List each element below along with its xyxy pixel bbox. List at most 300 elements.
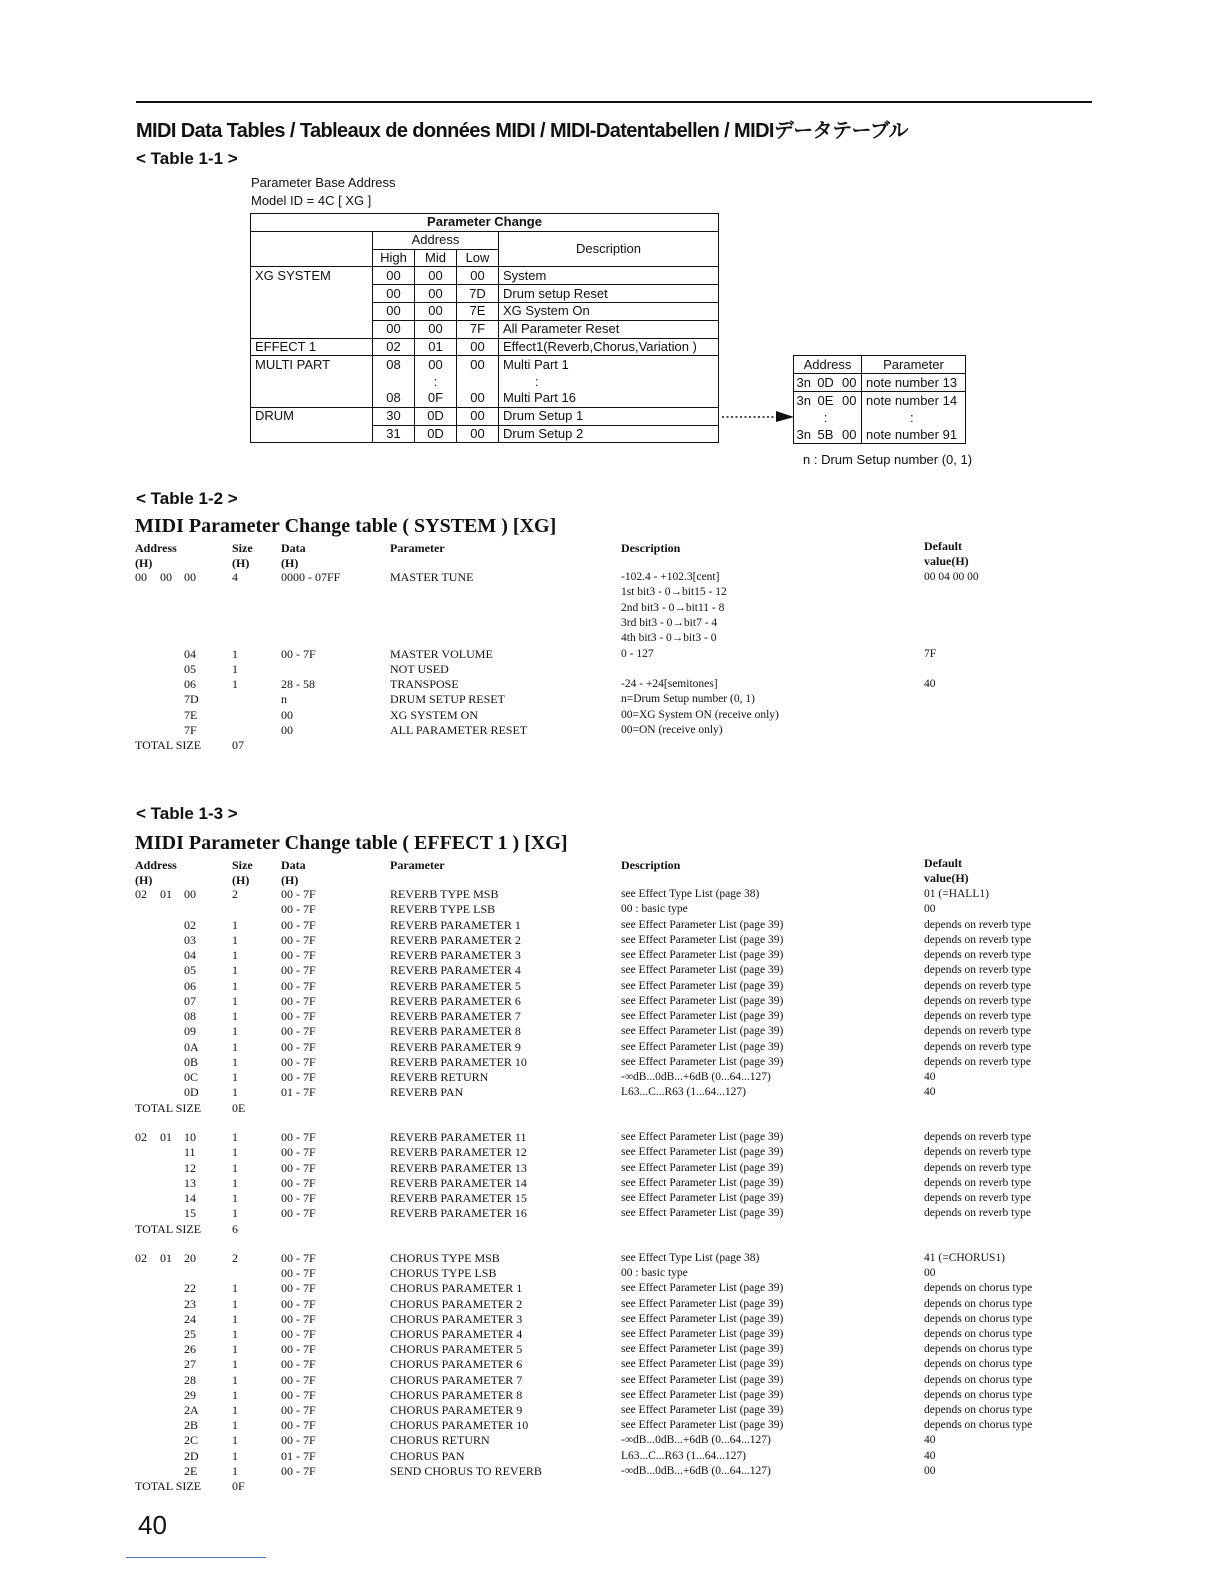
size-cell: 1 [232, 978, 238, 993]
header-size: Size [232, 858, 253, 872]
group-cell [251, 390, 373, 407]
description-cell: 0 - 127 [621, 647, 654, 660]
high-cell: 08 [373, 356, 415, 373]
data-cell: 00 - 7F [281, 1054, 316, 1069]
table-row [251, 373, 719, 390]
data-cell: 00 - 7F [281, 1296, 316, 1311]
high-cell: 08 [373, 390, 415, 407]
parameter-cell: CHORUS PARAMETER 4 [390, 1327, 523, 1341]
parameter-cell: CHORUS RETURN [390, 1433, 490, 1448]
data-cell: 00 - 7F [281, 1266, 316, 1281]
table-row [0, 1464, 1224, 1479]
low-cell: 00 [457, 267, 499, 285]
low-header: Low [457, 249, 499, 267]
table-row [0, 1085, 1224, 1100]
default-cell: depends on chorus type [924, 1373, 1033, 1386]
address-low-cell: 27 [184, 1357, 196, 1372]
size-cell: 1 [232, 963, 238, 978]
low-cell: 00 [457, 356, 499, 373]
table-row [0, 616, 1224, 631]
total-size-label: TOTAL SIZE [135, 1221, 202, 1236]
data-cell: 00 [281, 723, 293, 737]
drum-address-cell: 5B [814, 426, 838, 444]
size-cell: 1 [232, 1311, 238, 1326]
address-low-cell: 2D [184, 1448, 199, 1463]
parameter-cell: NOT USED [390, 661, 449, 676]
low-cell: 7F [457, 320, 499, 338]
header-size-unit: (H) [232, 873, 250, 887]
header-data-unit: (H) [281, 556, 299, 570]
default-cell: 40 [924, 1086, 936, 1099]
table-row [0, 1206, 1224, 1221]
size-cell: 1 [232, 1160, 238, 1175]
size-cell: 1 [232, 646, 238, 661]
drum-parameter-cell: : [862, 409, 966, 426]
default-cell: depends on chorus type [924, 1388, 1033, 1401]
default-cell: 01 (=HALL1) [924, 888, 989, 900]
data-cell: 00 - 7F [281, 993, 316, 1008]
table-row [0, 902, 1224, 917]
size-cell: 1 [232, 1327, 238, 1341]
group-cell [251, 425, 373, 443]
table-row [0, 1024, 1224, 1039]
drum-address-cell: 3n [794, 374, 814, 392]
mid-cell: 0D [415, 425, 457, 443]
data-cell: 00 - 7F [281, 1433, 316, 1448]
description-cell: n=Drum Setup number (0, 1) [621, 693, 755, 706]
data-cell: 00 - 7F [281, 1463, 316, 1478]
total-size-label: TOTAL SIZE [135, 1100, 202, 1115]
description-cell: Multi Part 16 [499, 390, 719, 407]
data-cell: 00 - 7F [281, 1372, 316, 1387]
description-cell: Multi Part 1 [499, 356, 719, 373]
high-cell [373, 373, 415, 390]
parameter-cell: CHORUS PAN [390, 1448, 465, 1463]
high-cell: 00 [373, 320, 415, 338]
description-cell: see Effect Parameter List (page 39) [621, 979, 784, 992]
parameter-cell: REVERB PAN [390, 1085, 464, 1100]
group-cell [251, 302, 373, 320]
default-cell: depends on reverb type [924, 918, 1031, 931]
table-row [0, 708, 1224, 723]
high-cell: 30 [373, 407, 415, 425]
size-cell: 1 [232, 1463, 238, 1478]
data-cell: 0000 - 07FF [281, 570, 341, 584]
parameter-cell: DRUM SETUP RESET [390, 692, 505, 707]
table-row [0, 570, 1224, 585]
address-low-cell: 08 [184, 1009, 196, 1023]
high-header: High [373, 249, 415, 267]
parameter-cell: REVERB PARAMETER 1 [390, 917, 521, 932]
address-low-cell: 7F [184, 723, 197, 737]
description-cell: see Effect Parameter List (page 39) [621, 1358, 784, 1371]
drum-address-cell: 00 [838, 374, 862, 392]
default-cell: 00 [924, 1464, 936, 1477]
parameter-change-table [250, 213, 719, 443]
description-cell: see Effect Parameter List (page 39) [621, 949, 784, 961]
default-cell: 41 (=CHORUS1) [924, 1252, 1005, 1264]
mid-cell: 00 [415, 356, 457, 373]
table-1-2-label: < Table 1-2 > [136, 489, 238, 508]
size-cell: 1 [232, 948, 238, 962]
data-cell: 00 - 7F [281, 1039, 316, 1054]
address-low-cell: 12 [184, 1160, 196, 1175]
description-cell: see Effect Parameter List (page 39) [621, 1419, 784, 1432]
address-low-cell: 23 [184, 1296, 196, 1311]
size-cell: 4 [232, 570, 238, 584]
address-header: Address [373, 231, 499, 249]
parameter-cell: CHORUS PARAMETER 7 [390, 1372, 523, 1387]
default-cell: depends on reverb type [924, 933, 1031, 946]
address-low-cell: 11 [184, 1145, 196, 1160]
table-row [0, 677, 1224, 692]
high-cell: 31 [373, 425, 415, 443]
default-cell: depends on chorus type [924, 1282, 1033, 1295]
table-row [0, 1145, 1224, 1160]
mid-cell: 0D [415, 407, 457, 425]
address-low-cell: 09 [184, 1024, 196, 1039]
address-low-cell: 7E [184, 707, 198, 722]
description-cell: see Effect Parameter List (page 39) [621, 1207, 784, 1220]
default-cell: depends on chorus type [924, 1312, 1033, 1325]
total-size-label: TOTAL SIZE [135, 1479, 202, 1493]
default-cell: 00 [924, 1267, 936, 1280]
table-row [0, 1373, 1224, 1388]
footer-line [126, 1557, 266, 1558]
address-mid-cell: 01 [160, 887, 172, 901]
header-data: Data [281, 858, 306, 872]
table-row [0, 1251, 1224, 1266]
description-cell: see Effect Parameter List (page 39) [621, 933, 784, 946]
default-cell: 40 [924, 1071, 936, 1083]
size-cell: 1 [232, 1448, 238, 1463]
parameter-cell: REVERB PARAMETER 2 [390, 932, 521, 947]
default-cell: depends on reverb type [924, 1207, 1031, 1220]
parameter-cell: CHORUS TYPE MSB [390, 1251, 500, 1265]
description-cell: 00=XG System ON (receive only) [621, 708, 779, 721]
size-cell: 1 [232, 1387, 238, 1402]
address-low-cell: 24 [184, 1311, 196, 1326]
total-size-label: TOTAL SIZE [135, 738, 202, 753]
description-cell: 00 : basic type [621, 1267, 688, 1280]
default-cell: depends on chorus type [924, 1343, 1033, 1356]
header-size-unit: (H) [232, 556, 250, 570]
drum-parameter-cell: note number 13 [862, 374, 966, 392]
table-row [251, 425, 719, 443]
default-cell: 00 [924, 903, 936, 916]
data-cell: 00 - 7F [281, 978, 316, 993]
parameter-cell: REVERB PARAMETER 16 [390, 1206, 527, 1221]
parameter-cell: REVERB RETURN [390, 1070, 489, 1084]
size-cell: 1 [232, 1433, 238, 1448]
description-cell: see Effect Type List (page 38) [621, 888, 760, 900]
table-row [0, 887, 1224, 902]
total-size-value: 0E [232, 1100, 246, 1115]
table-row [251, 338, 719, 356]
mid-header: Mid [415, 249, 457, 267]
table-row [0, 1266, 1224, 1281]
default-cell: depends on reverb type [924, 1131, 1031, 1143]
drum-address-cell: 00 [838, 392, 862, 410]
data-cell: 28 - 58 [281, 677, 315, 692]
table-row [0, 1357, 1224, 1372]
header-default: Default [924, 856, 962, 870]
top-rule [136, 101, 1092, 103]
description-cell: All Parameter Reset [499, 320, 719, 338]
table-row [0, 692, 1224, 707]
description-cell: see Effect Parameter List (page 39) [621, 1282, 784, 1295]
parameter-cell: CHORUS PARAMETER 1 [390, 1281, 523, 1296]
mid-cell: 00 [415, 320, 457, 338]
description-cell: see Effect Parameter List (page 39) [621, 918, 784, 931]
header-address: Address [135, 541, 177, 555]
header-address-unit: (H) [135, 556, 153, 570]
table-row [0, 1312, 1224, 1327]
table-row [0, 1055, 1224, 1070]
description-cell: 3rd bit3 - 0→bit7 - 4 [621, 616, 718, 629]
address-low-cell: 2C [184, 1433, 199, 1448]
header-default: Default [924, 539, 962, 553]
description-cell: L63...C...R63 (1...64...127) [621, 1449, 746, 1462]
table-row [0, 1009, 1224, 1024]
description-cell: -24 - +24[semitones] [621, 678, 718, 691]
size-cell: 1 [232, 1191, 238, 1205]
size-cell: 1 [232, 1342, 238, 1357]
table-row [0, 585, 1224, 600]
header-description: Description [621, 858, 681, 872]
drum-setup-note: n : Drum Setup number (0, 1) [803, 452, 973, 467]
data-cell: 00 - 7F [281, 1387, 316, 1402]
arrow-icon [722, 408, 794, 424]
data-cell: 00 - 7F [281, 887, 316, 901]
size-cell: 1 [232, 932, 238, 947]
parameter-cell: CHORUS PARAMETER 8 [390, 1387, 523, 1402]
table-row [0, 1433, 1224, 1448]
parameter-cell: CHORUS PARAMETER 3 [390, 1311, 523, 1326]
table-row [0, 1176, 1224, 1191]
group-cell: MULTI PART [251, 356, 373, 373]
table-row [0, 979, 1224, 994]
parameter-cell: REVERB PARAMETER 9 [390, 1039, 521, 1054]
size-cell: 1 [232, 1039, 238, 1054]
table-row [251, 285, 719, 303]
address-low-cell: 04 [184, 646, 196, 661]
default-cell: 40 [924, 1449, 936, 1462]
drum-parameter-cell: note number 91 [862, 426, 966, 444]
parameter-cell: CHORUS PARAMETER 6 [390, 1357, 523, 1372]
header-default-unit: value(H) [924, 871, 969, 885]
header-data-unit: (H) [281, 873, 299, 887]
size-cell: 1 [232, 1085, 238, 1100]
parameter-cell: CHORUS PARAMETER 10 [390, 1418, 529, 1433]
address-mid-cell: 01 [160, 1130, 172, 1144]
group-cell: DRUM [251, 407, 373, 425]
default-cell: depends on reverb type [924, 1025, 1031, 1038]
description-cell: see Effect Parameter List (page 39) [621, 1343, 784, 1356]
address-low-cell: 28 [184, 1372, 196, 1387]
size-cell: 1 [232, 1357, 238, 1372]
address-low-cell: 02 [184, 917, 196, 932]
table-row [0, 1070, 1224, 1085]
data-cell: 00 - 7F [281, 1175, 316, 1190]
size-cell: 2 [232, 887, 238, 901]
data-cell: 00 - 7F [281, 963, 316, 978]
default-cell: depends on chorus type [924, 1328, 1033, 1340]
parameter-cell: REVERB PARAMETER 7 [390, 1009, 521, 1023]
table-row [0, 1161, 1224, 1176]
table-row [0, 963, 1224, 978]
default-cell: 40 [924, 678, 936, 691]
mid-cell: 00 [415, 285, 457, 303]
table-row [0, 662, 1224, 677]
table-row [251, 302, 719, 320]
mid-cell: 00 [415, 302, 457, 320]
address-low-cell: 00 [184, 887, 196, 901]
size-cell: 1 [232, 993, 238, 1008]
description-cell: 2nd bit3 - 0→bit11 - 8 [621, 601, 725, 614]
address-low-cell: 06 [184, 677, 196, 692]
table-row [0, 1327, 1224, 1342]
address-low-cell: 0C [184, 1070, 199, 1084]
default-cell: depends on reverb type [924, 979, 1031, 992]
parameter-cell: MASTER VOLUME [390, 646, 493, 661]
parameter-cell: REVERB PARAMETER 14 [390, 1175, 527, 1190]
address-low-cell: 15 [184, 1206, 196, 1221]
description-cell: see Effect Parameter List (page 39) [621, 1010, 784, 1022]
data-cell: 00 - 7F [281, 1206, 316, 1221]
description-cell: -∞dB...0dB...+6dB (0...64...127) [621, 1434, 771, 1447]
description-cell: : [499, 373, 719, 390]
parameter-cell: CHORUS PARAMETER 5 [390, 1342, 523, 1357]
table-row [0, 933, 1224, 948]
table-1-3-title: MIDI Parameter Change table ( EFFECT 1 ) [XG] [135, 832, 568, 854]
table-row [0, 1403, 1224, 1418]
default-cell: depends on chorus type [924, 1404, 1033, 1416]
table-row [0, 918, 1224, 933]
group-cell [251, 320, 373, 338]
low-cell: 00 [457, 390, 499, 407]
table-row [251, 407, 719, 425]
data-cell: 00 - 7F [281, 1342, 316, 1357]
total-size-value: 07 [232, 738, 244, 753]
default-cell: depends on chorus type [924, 1358, 1033, 1371]
description-cell: see Effect Parameter List (page 39) [621, 1373, 784, 1386]
table-row [0, 948, 1224, 963]
group-cell: XG SYSTEM [251, 267, 373, 285]
table-row [0, 1342, 1224, 1357]
description-cell: Drum Setup 1 [499, 407, 719, 425]
low-cell: 7E [457, 302, 499, 320]
table-row [0, 994, 1224, 1009]
table-row [0, 1388, 1224, 1403]
header-address: Address [135, 858, 177, 872]
address-low-cell: 05 [184, 963, 196, 978]
address-low-cell: 14 [184, 1191, 196, 1205]
page-heading: MIDI Data Tables / Tableaux de données MIDI / MIDI-Datentabellen / MIDIデータテーブル [136, 120, 908, 142]
description-cell: see Effect Parameter List (page 39) [621, 994, 784, 1007]
table-1-2-title: MIDI Parameter Change table ( SYSTEM ) [XG] [135, 515, 557, 537]
drum-address-cell [838, 409, 862, 426]
description-cell: Effect1(Reverb,Chorus,Variation ) [499, 338, 719, 356]
table-row [794, 426, 966, 444]
table-row [794, 392, 966, 410]
size-cell: 1 [232, 677, 238, 692]
data-cell: 00 - 7F [281, 1160, 316, 1175]
mid-cell: 01 [415, 338, 457, 356]
drum-address-cell: 00 [838, 426, 862, 444]
header-parameter: Parameter [390, 858, 445, 872]
size-cell: 1 [232, 1206, 238, 1221]
default-cell: 00 04 00 00 [924, 571, 979, 583]
address-low-cell: 2B [184, 1418, 199, 1433]
description-cell: see Effect Parameter List (page 39) [621, 1131, 784, 1143]
description-cell: 1st bit3 - 0→bit15 - 12 [621, 586, 727, 599]
default-cell: depends on reverb type [924, 994, 1031, 1007]
address-low-cell: 7D [184, 692, 199, 707]
data-cell: 00 - 7F [281, 902, 316, 917]
description-cell: XG System On [499, 302, 719, 320]
description-cell: see Effect Parameter List (page 39) [621, 964, 784, 977]
description-cell: 00 : basic type [621, 903, 688, 916]
address-low-cell: 0D [184, 1085, 199, 1100]
table-row [251, 356, 719, 373]
data-cell: 00 - 7F [281, 1024, 316, 1039]
header-description: Description [621, 541, 681, 555]
header-default-unit: value(H) [924, 554, 969, 568]
data-cell: 00 - 7F [281, 1130, 316, 1144]
parameter-cell: REVERB PARAMETER 11 [390, 1130, 527, 1144]
low-cell: 7D [457, 285, 499, 303]
address-low-cell: 07 [184, 993, 196, 1008]
parameter-cell: ALL PARAMETER RESET [390, 723, 528, 737]
group-cell [251, 285, 373, 303]
header-address-unit: (H) [135, 873, 153, 887]
data-cell: 00 - 7F [281, 1070, 316, 1084]
parameter-cell: REVERB PARAMETER 6 [390, 993, 521, 1008]
description-cell: 4th bit3 - 0→bit3 - 0 [621, 632, 717, 645]
default-cell: depends on reverb type [924, 1040, 1031, 1053]
address-low-cell: 13 [184, 1175, 196, 1190]
total-size-row [0, 1479, 1224, 1494]
drum-address-cell: 0D [814, 374, 838, 392]
table-row [251, 267, 719, 285]
default-cell: depends on reverb type [924, 1192, 1031, 1204]
drum-address-header: Address [794, 356, 862, 374]
data-cell: n [281, 692, 287, 707]
low-cell: 00 [457, 425, 499, 443]
total-size-value: 0F [232, 1479, 245, 1493]
description-cell: see Effect Parameter List (page 39) [621, 1404, 784, 1416]
default-cell: depends on reverb type [924, 1010, 1031, 1022]
parameter-cell: REVERB PARAMETER 13 [390, 1160, 527, 1175]
mid-cell: 00 [415, 267, 457, 285]
address-high-cell: 02 [135, 1130, 147, 1144]
address-high-cell: 02 [135, 887, 147, 901]
table-row [0, 1191, 1224, 1206]
drum-setup-table [793, 355, 966, 444]
high-cell: 02 [373, 338, 415, 356]
address-low-cell: 20 [184, 1251, 196, 1265]
description-cell: see Effect Parameter List (page 39) [621, 1388, 784, 1401]
table-row [0, 1281, 1224, 1296]
table-row [251, 320, 719, 338]
low-cell: 00 [457, 338, 499, 356]
drum-address-cell: : [823, 409, 828, 425]
size-cell: 1 [232, 1372, 238, 1387]
total-size-row [0, 1101, 1224, 1116]
page-number: 40 [138, 1510, 167, 1540]
mid-cell: : [415, 373, 457, 390]
